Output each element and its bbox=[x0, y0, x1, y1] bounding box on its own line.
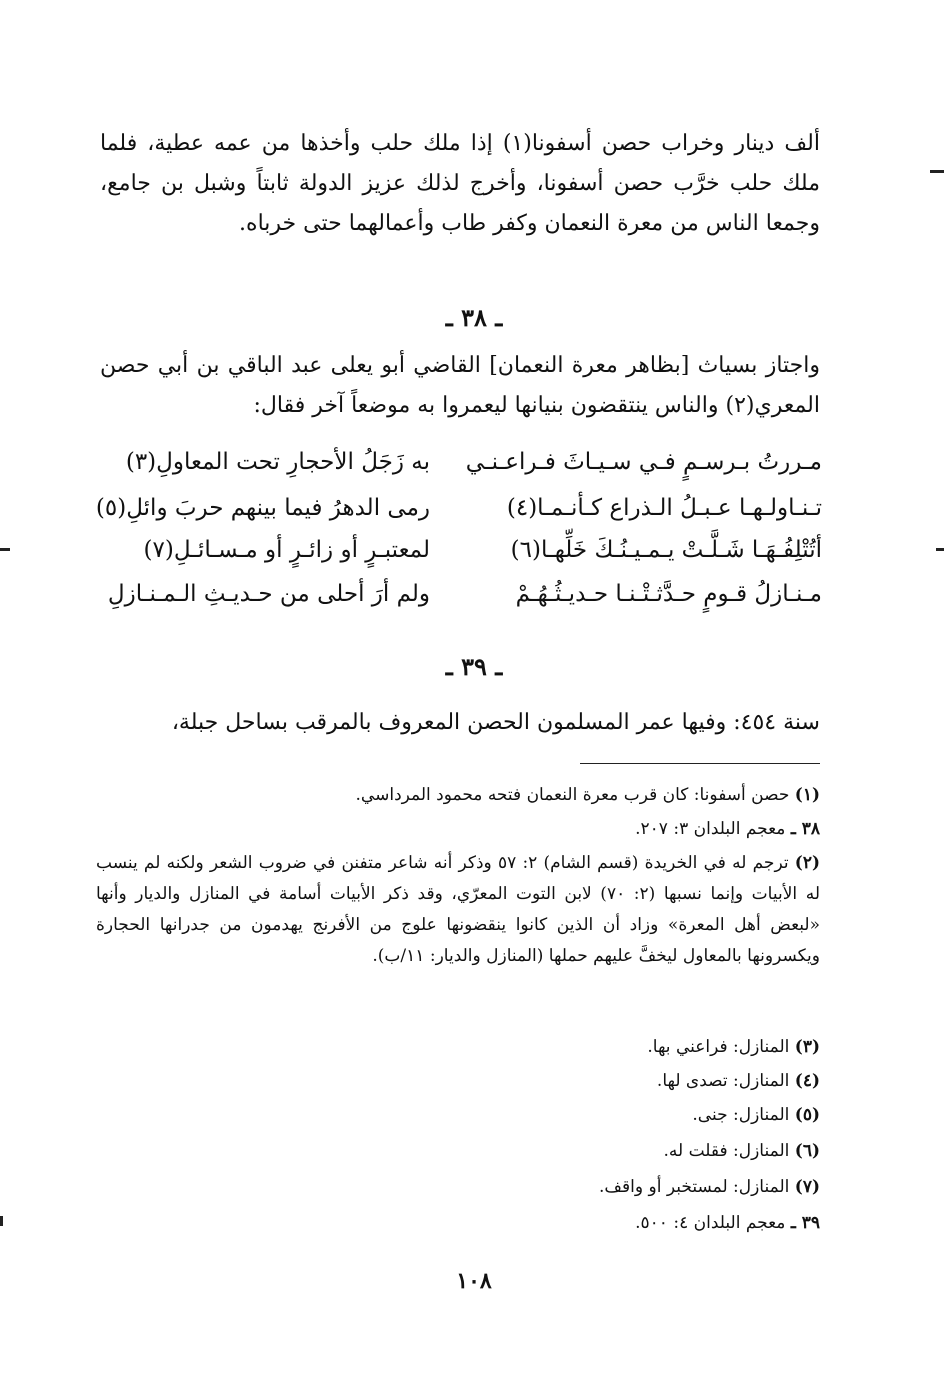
footnote-number: (٤) bbox=[794, 1071, 820, 1091]
page-number: ١٠٨ bbox=[456, 1268, 492, 1294]
scan-edge-mark bbox=[0, 1216, 3, 1226]
footnote bbox=[96, 780, 820, 811]
footnote-text: حصن أسفونا: كان قرب معرة النعمان فتحه محمود المرداسي. bbox=[355, 785, 795, 805]
verse-second-hemistich: به زَجَلُ الأحجارِ تحت المعاولِ(٣) bbox=[125, 449, 430, 475]
section-39-text: سنة ٤٥٤: وفيها عمر المسلمون الحصن المعروف بالمرقب بساحل جبلة، bbox=[171, 710, 820, 735]
footnote-number: ٣٨ ـ bbox=[790, 819, 820, 839]
section-39-heading: ـ ٣٩ ـ bbox=[445, 652, 503, 681]
scan-edge-mark bbox=[930, 170, 944, 173]
footnote bbox=[96, 1066, 820, 1097]
scan-edge-mark bbox=[0, 548, 10, 551]
footnote-text: معجم البلدان ٣: ٢٠٧. bbox=[635, 819, 791, 839]
footnote-number: (٦) bbox=[794, 1141, 820, 1161]
footnote-text: ترجم له في الخريدة (قسم الشام) ٢: ٥٧ وذكر أنه شاعر متفنن في ضروب الشعر ولكنه لم ينسب له الأبيات وإنما نسبها (٢: ٧٠) لابن التوت المعرّي، وقد ذكر الأبيات أسامة في المنازل والديار وأنها «لبعض أهل المعرة» وزاد أن الذين كانوا ينقضونها علوج من الأفرنج يهدمون من جدرانها الحجارة ويكسرونها بالمعاول ليخفَّ عليهم حملها (المنازل والديار: ١١/ب). bbox=[96, 853, 820, 966]
footnote bbox=[96, 1100, 820, 1131]
section-38-text: واجتاز بسياث [بظاهر معرة النعمان] القاضي أبو يعلى عبد الباقي بن أبي حصن المعري(٢) والناس ينتقضون بنيانها ليعمروا به موضعاً آخر فقال: bbox=[100, 353, 820, 418]
footnote-number: (٧) bbox=[794, 1177, 820, 1197]
footnote bbox=[96, 1136, 820, 1167]
verse-second-hemistich: ولم أرَ أحلى من حـديـثِ الـمـنـازلِ bbox=[107, 581, 430, 607]
footnote-number: ٣٩ ـ bbox=[790, 1213, 820, 1233]
footnote bbox=[96, 1032, 820, 1063]
footnote-text: المنازل: لمستخبر أو واقف. bbox=[599, 1177, 795, 1197]
verse-first-hemistich: مـررتُ بـرسـمٍ فـي سـيـاثَ فـراعـنـي bbox=[465, 449, 822, 475]
verse-second-hemistich: رمى الدهرُ فيما بينهم حربَ وائلِ(٥) bbox=[95, 495, 430, 521]
footnote-text: المنازل: جنى. bbox=[692, 1105, 795, 1125]
footnote-text: المنازل: فقلت له. bbox=[663, 1141, 795, 1161]
footnote-number: (١) bbox=[794, 785, 820, 805]
footnote bbox=[96, 848, 820, 972]
verse-line bbox=[100, 574, 822, 614]
intro-paragraph: ألف دينار وخراب حصن أسفونا(١) إذا ملك حلب وأخذها من عمه عطية، فلما ملك حلب خرَّب حصن أسفونا، وأخرج لذلك عزيز الدولة ثابتاً وشبل بن جامع، وجمعا الناس من معرة النعمان وكفر طاب وأعمالهما حتى خرباه. bbox=[100, 131, 820, 236]
footnote-text: معجم البلدان ٤: ٥٠٠. bbox=[635, 1213, 791, 1233]
section-38-heading: ـ ٣٨ ـ bbox=[445, 303, 503, 332]
verse-line bbox=[100, 442, 822, 482]
verse-first-hemistich: أتُتْلِفُـهَـا شَـلَّـتْ يـمـيـنُـكَ خَلِّهـا(٦) bbox=[510, 537, 822, 563]
footnote bbox=[96, 814, 820, 845]
footnote-number: (٣) bbox=[794, 1037, 820, 1057]
footnote-text: المنازل: تصدى لها. bbox=[656, 1071, 795, 1091]
footnote-separator bbox=[580, 763, 820, 764]
footnote bbox=[96, 1208, 820, 1239]
verse-first-hemistich: مـنـازلُ قـومٍ حـدَّثـتْـنـا حـديـثُـهُـمْ bbox=[515, 581, 822, 607]
scan-edge-mark bbox=[936, 548, 944, 551]
footnote-number: (٢) bbox=[794, 853, 820, 873]
footnote-number: (٥) bbox=[794, 1105, 820, 1125]
footnote bbox=[96, 1172, 820, 1203]
footnote-text: المنازل: فراعني بها. bbox=[647, 1037, 795, 1057]
verse-line bbox=[100, 530, 822, 570]
verse-line bbox=[95, 488, 822, 528]
verse-first-hemistich: تـنـاولـهـا عـبـلُ الـذراع كـأنـمـا(٤) bbox=[506, 495, 822, 521]
verse-second-hemistich: لمعتبـرٍ أو زائـرٍ أو مـسـائـلِ(٧) bbox=[143, 537, 430, 563]
